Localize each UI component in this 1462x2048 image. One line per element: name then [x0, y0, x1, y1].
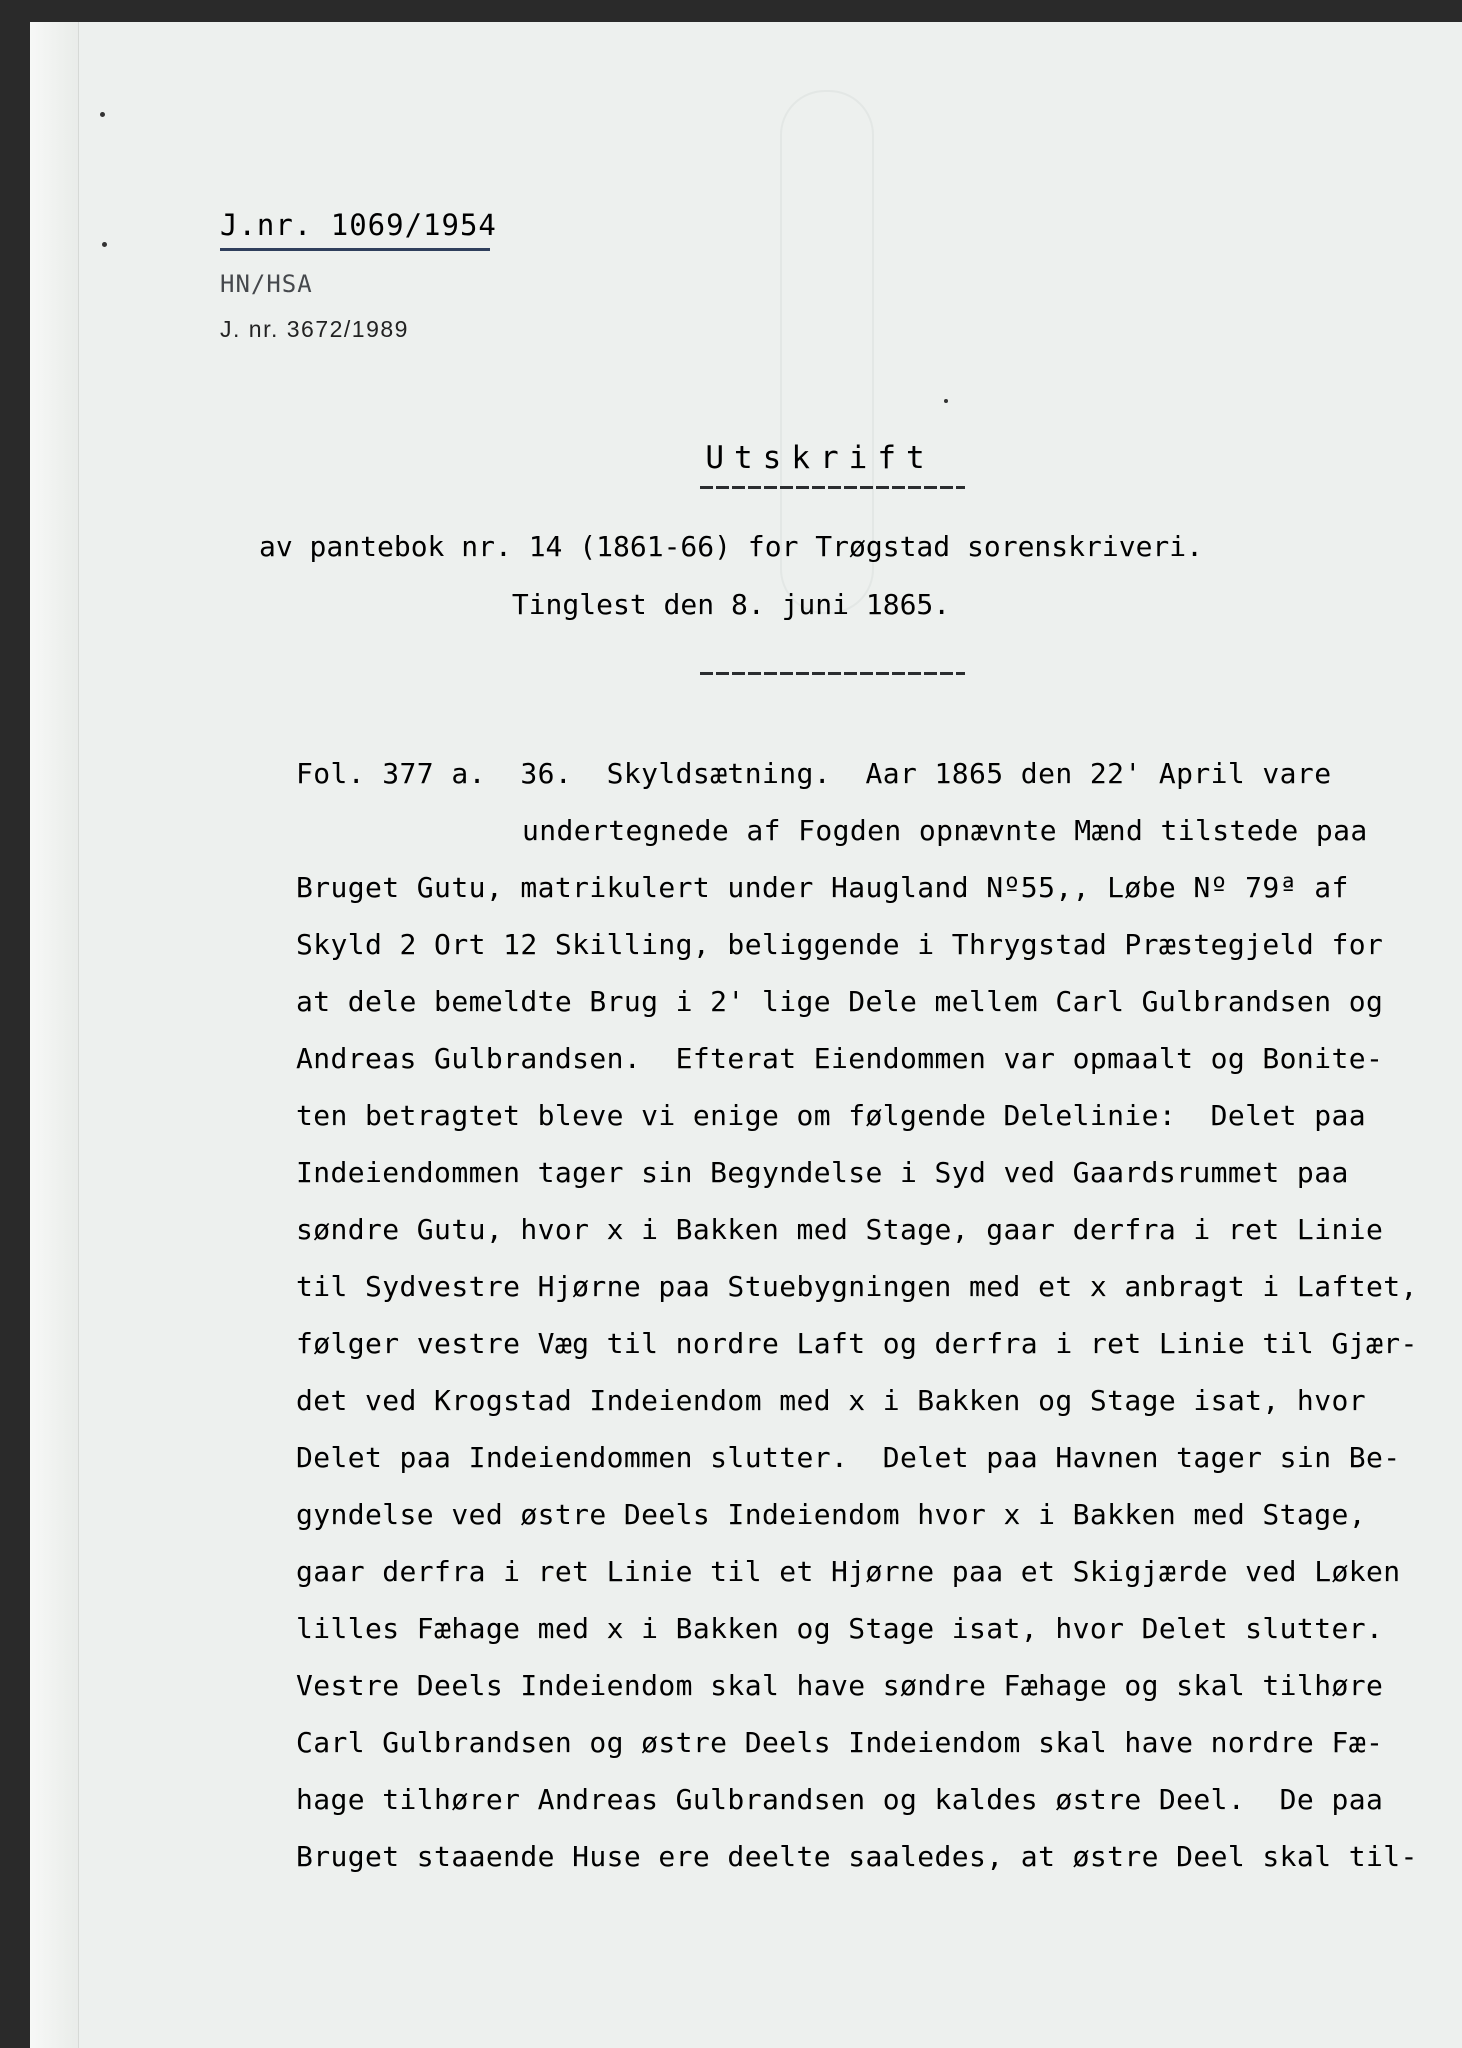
subtitle-line-1: av pantebok nr. 14 (1861-66) for Trøgstad sorenskriveri. [258, 530, 1203, 563]
journal-reference-secondary: J. nr. 3672/1989 [220, 316, 409, 342]
body-line: det ved Krogstad Indeiendom med x i Bakken og Stage isat, hvor [296, 1384, 1366, 1417]
body-line: Carl Gulbrandsen og østre Deels Indeiendom skal have nordre Fæ- [296, 1726, 1384, 1759]
body-line: Fol. 377 a. 36. Skyldsætning. Aar 1865 den 22' April vare [296, 757, 1332, 790]
body-line: gyndelse ved østre Deels Indeiendom hvor x i Bakken med Stage, [296, 1498, 1366, 1531]
body-line: gaar derfra i ret Linie til et Hjørne paa et Skigjærde ved Løken [296, 1555, 1401, 1588]
journal-reference-primary: J.nr. 1069/1954 [220, 208, 497, 242]
body-line: at dele bemeldte Brug i 2' lige Dele mellem Carl Gulbrandsen og [296, 985, 1384, 1018]
body-line: Delet paa Indeiendommen slutter. Delet paa Havnen tager sin Be- [296, 1441, 1401, 1474]
ink-speck [944, 399, 948, 403]
section-divider [700, 672, 965, 675]
body-line: Andreas Gulbrandsen. Efterat Eiendommen var opmaalt og Bonite- [296, 1042, 1384, 1075]
body-line: hage tilhører Andreas Gulbrandsen og kaldes østre Deel. De paa [296, 1783, 1384, 1816]
body-line: til Sydvestre Hjørne paa Stuebygningen med et x anbragt i Laftet, [296, 1270, 1418, 1303]
title-underline [700, 486, 965, 489]
body-line: undertegnede af Fogden opnævnte Mænd tilstede paa [522, 814, 1368, 847]
subtitle-line-2: Tinglest den 8. juni 1865. [511, 588, 951, 621]
body-line: Skyld 2 Ort 12 Skilling, beliggende i Thrygstad Præstegjeld for [296, 928, 1384, 961]
document-title: Utskrift [705, 440, 935, 476]
body-line: Bruget staaende Huse ere deelte saaledes, at østre Deel skal til- [296, 1840, 1418, 1873]
journal-reference-underline [220, 248, 490, 251]
initials: HN/HSA [220, 270, 313, 298]
body-line: Bruget Gutu, matrikulert under Haugland Nº55,, Løbe Nº 79ª af [296, 871, 1349, 904]
body-line: følger vestre Væg til nordre Laft og derfra i ret Linie til Gjær- [296, 1327, 1418, 1360]
body-line: Vestre Deels Indeiendom skal have søndre Fæhage og skal tilhøre [296, 1669, 1384, 1702]
body-line: lilles Fæhage med x i Bakken og Stage isat, hvor Delet slutter. [296, 1612, 1384, 1645]
margin-mark [102, 242, 107, 247]
body-line: Indeiendommen tager sin Begyndelse i Syd ved Gaardsrummet paa [296, 1156, 1349, 1189]
paper-edge [30, 22, 79, 2048]
body-line: søndre Gutu, hvor x i Bakken med Stage, gaar derfra i ret Linie [296, 1213, 1384, 1246]
margin-mark [100, 112, 105, 117]
body-line: ten betragtet bleve vi enige om følgende Delelinie: Delet paa [296, 1099, 1366, 1132]
